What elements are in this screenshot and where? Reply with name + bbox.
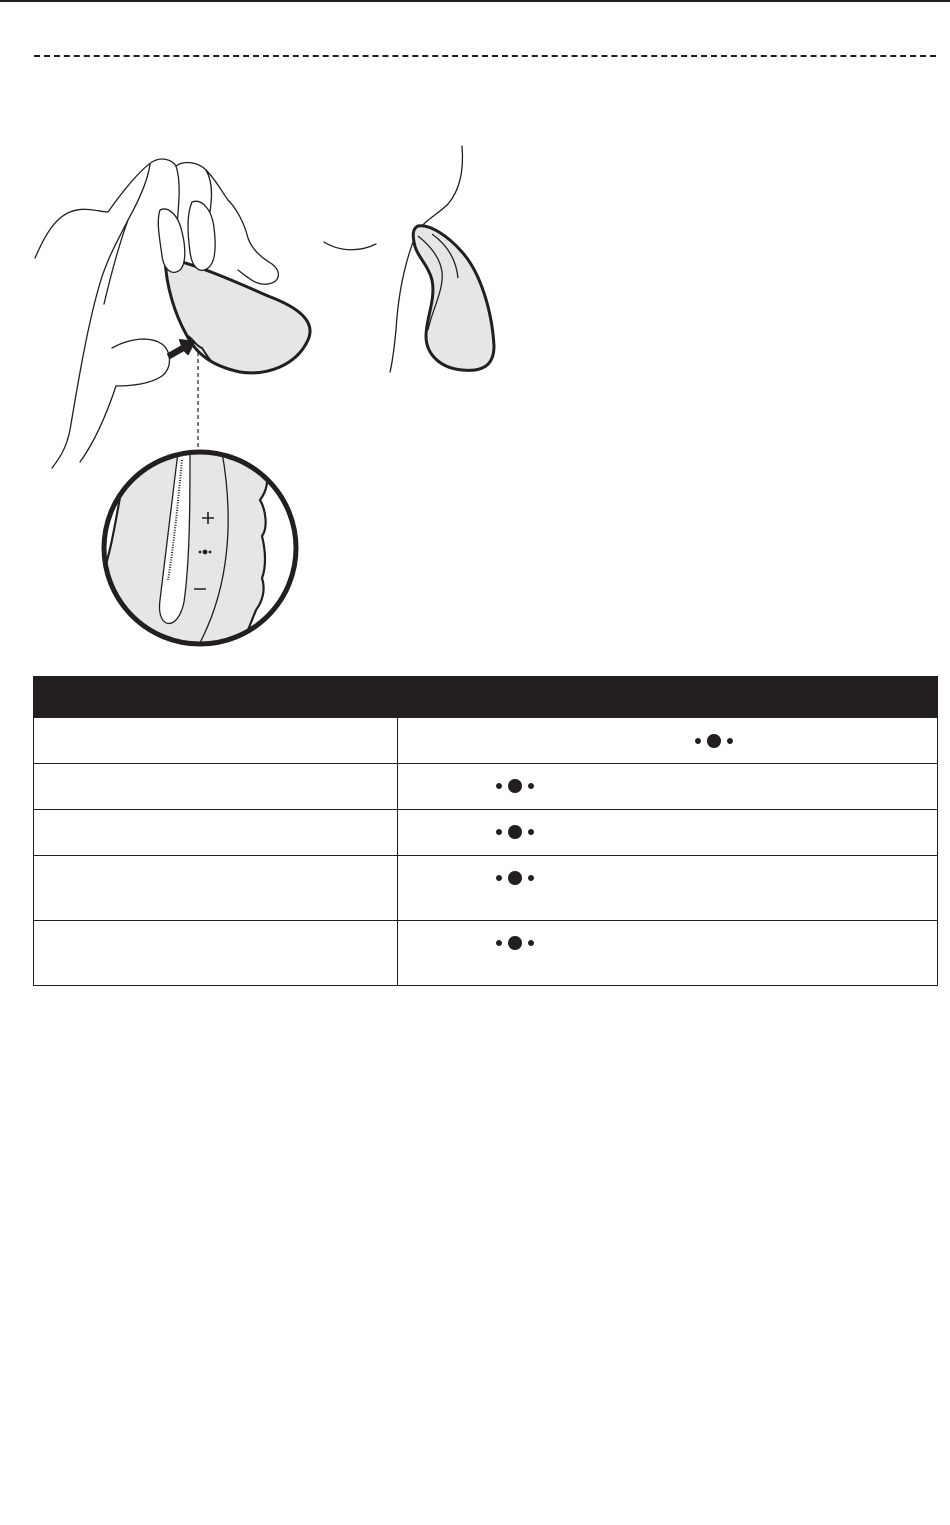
headphone-controls-illustration xyxy=(0,140,520,650)
function-cell xyxy=(34,764,398,810)
action-cell xyxy=(398,921,938,986)
action-cell xyxy=(398,856,938,921)
table-row xyxy=(34,856,938,921)
multifunction-button-icon xyxy=(694,731,734,751)
top-rule xyxy=(0,0,950,2)
multifunction-button-icon xyxy=(495,776,535,796)
action-cell xyxy=(398,764,938,810)
multifunction-button-icon xyxy=(495,868,535,888)
function-cell xyxy=(34,921,398,986)
multifunction-button-icon xyxy=(495,933,535,953)
arrow-icon xyxy=(168,340,194,358)
button-function-table xyxy=(33,676,938,986)
action-cell xyxy=(398,810,938,856)
multifunction-button-icon xyxy=(495,822,535,842)
table-row xyxy=(34,718,938,764)
function-cell xyxy=(34,810,398,856)
worn-earcup-icon xyxy=(413,226,494,371)
function-cell xyxy=(34,718,398,764)
table-row xyxy=(34,764,938,810)
table-header-action xyxy=(398,677,938,718)
section-divider xyxy=(34,55,936,57)
action-cell xyxy=(398,718,938,764)
multifunction-button-icon xyxy=(100,440,300,650)
function-cell xyxy=(34,856,398,921)
table-row xyxy=(34,810,938,856)
table-header-row xyxy=(34,677,938,718)
table-row xyxy=(34,921,938,986)
table-header-function xyxy=(34,677,398,718)
earcup-icon xyxy=(165,258,310,373)
